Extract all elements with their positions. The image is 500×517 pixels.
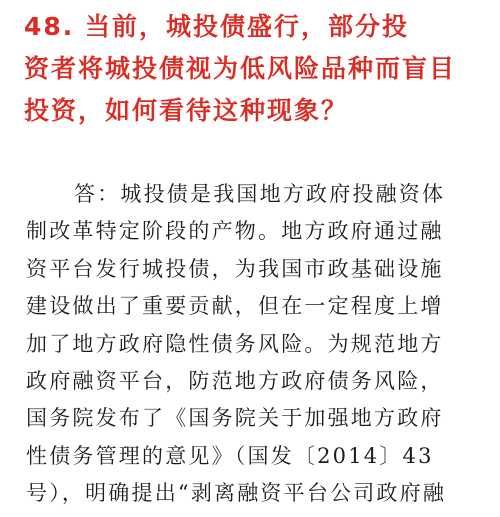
answer-paragraph (26, 176, 488, 513)
answer-line: 号），明确提出“剥离融资平台公司政府融 (26, 481, 447, 506)
answer-line: 国务院发布了《国务院关于加强地方政府 (26, 406, 444, 431)
answer-line: 答：城投债是我国地方政府投融资体 (74, 182, 446, 206)
question-line: 投资，如何看待这种现象？ (24, 96, 349, 125)
answer-line: 加了地方政府隐性债务风险。为规范地方 (26, 331, 444, 356)
answer-line: 性债务管理的意见》（国发〔2014〕43 (26, 443, 434, 468)
answer-line: 政府融资平台，防范地方政府债务风险， (26, 369, 444, 394)
answer-line: 建设做出了重要贡献，但在一定程度上增 (26, 294, 444, 319)
answer-line: 制改革特定阶段的产物。地方政府通过融 (26, 219, 444, 244)
question-line: 资者将城投债视为低风险品种而盲目 (24, 54, 457, 83)
question-heading (24, 6, 486, 132)
answer-line: 资平台发行城投债，为我国市政基础设施 (26, 256, 444, 281)
question-line: 48. 当前，城投债盛行，部分投 (24, 12, 409, 41)
